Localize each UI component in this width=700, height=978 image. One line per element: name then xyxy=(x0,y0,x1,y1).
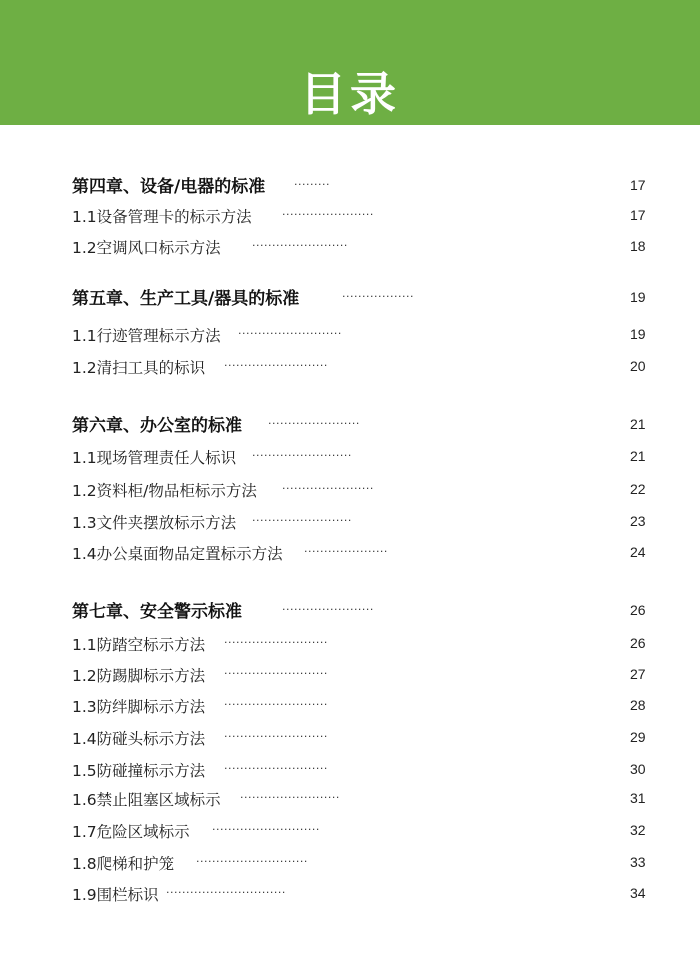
toc-dot-leader: ·························· xyxy=(224,730,328,743)
toc-page-number: 17 xyxy=(630,207,646,223)
toc-dot-leader: ··························· xyxy=(212,823,320,836)
toc-dot-leader: ······················· xyxy=(282,208,374,221)
toc-page-number: 19 xyxy=(630,326,646,342)
toc-item-7-1[interactable] xyxy=(72,631,652,659)
toc-entry-title: 1.2资料柜/物品柜标示方法 xyxy=(72,482,257,500)
toc-item-4-2[interactable] xyxy=(72,234,652,262)
toc-item-7-9[interactable] xyxy=(72,881,652,909)
toc-entry-title: 1.2清扫工具的标识 xyxy=(72,359,206,377)
toc-entry-title: 1.9围栏标识 xyxy=(72,886,159,904)
toc-dot-leader: ························· xyxy=(252,514,352,527)
toc-page-number: 28 xyxy=(630,697,646,713)
toc-item-7-4[interactable] xyxy=(72,725,652,753)
toc-page-number: 33 xyxy=(630,854,646,870)
toc-item-6-4[interactable] xyxy=(72,540,652,568)
toc-page-number: 34 xyxy=(630,885,646,901)
toc-dot-leader: ········· xyxy=(294,178,330,191)
toc-page-number: 17 xyxy=(630,177,646,193)
toc-page-number: 22 xyxy=(630,481,646,497)
toc-page-number: 23 xyxy=(630,513,646,529)
page-title: 目录 xyxy=(300,66,400,121)
toc-chapter-7[interactable] xyxy=(72,598,652,626)
toc-page-number: 21 xyxy=(630,416,646,432)
toc-entry-title: 1.5防碰撞标示方法 xyxy=(72,762,206,780)
toc-item-7-7[interactable] xyxy=(72,818,652,846)
toc-dot-leader: ·························· xyxy=(224,636,328,649)
toc-entry-title: 1.2空调风口标示方法 xyxy=(72,239,221,257)
toc-item-5-1[interactable] xyxy=(72,322,652,350)
toc-entry-title: 1.1设备管理卡的标示方法 xyxy=(72,208,252,226)
toc-chapter-6[interactable] xyxy=(72,412,652,440)
toc-page-number: 31 xyxy=(630,790,646,806)
toc-dot-leader: ························· xyxy=(240,791,340,804)
toc-page-number: 19 xyxy=(630,289,646,305)
toc-entry-title: 1.8爬梯和护笼 xyxy=(72,855,175,873)
toc-item-6-1[interactable] xyxy=(72,444,652,472)
toc-item-6-3[interactable] xyxy=(72,509,652,537)
toc-page-number: 27 xyxy=(630,666,646,682)
toc-dot-leader: ·························· xyxy=(224,762,328,775)
toc-entry-title: 第六章、办公室的标准 xyxy=(72,416,242,436)
toc-page-number: 21 xyxy=(630,448,646,464)
toc-page-number: 24 xyxy=(630,544,646,560)
toc-item-7-5[interactable] xyxy=(72,757,652,785)
toc-dot-leader: ························ xyxy=(252,239,348,252)
toc-item-4-1[interactable] xyxy=(72,203,652,231)
toc-entry-title: 1.4防碰头标示方法 xyxy=(72,730,206,748)
toc-item-5-2[interactable] xyxy=(72,354,652,382)
toc-entry-title: 1.3防绊脚标示方法 xyxy=(72,698,206,716)
toc-page-number: 26 xyxy=(630,602,646,618)
toc-chapter-5[interactable] xyxy=(72,285,652,313)
toc-entry-title: 1.3文件夹摆放标示方法 xyxy=(72,514,237,532)
toc-dot-leader: ······················· xyxy=(282,482,374,495)
toc-item-7-3[interactable] xyxy=(72,693,652,721)
toc-item-7-2[interactable] xyxy=(72,662,652,690)
toc-dot-leader: ·························· xyxy=(224,698,328,711)
toc-item-7-6[interactable] xyxy=(72,786,652,814)
toc-dot-leader: ····················· xyxy=(304,545,388,558)
toc-entry-title: 1.7危险区域标示 xyxy=(72,823,190,841)
toc-entry-title: 第五章、生产工具/器具的标准 xyxy=(72,289,300,309)
toc-entry-title: 1.4办公桌面物品定置标示方法 xyxy=(72,545,283,563)
toc-page-number: 18 xyxy=(630,238,646,254)
toc-entry-title: 1.1行迹管理标示方法 xyxy=(72,327,221,345)
toc-item-7-8[interactable] xyxy=(72,850,652,878)
toc-dot-leader: ·························· xyxy=(224,667,328,680)
toc-page-number: 26 xyxy=(630,635,646,651)
toc-entry-title: 1.6禁止阻塞区域标示 xyxy=(72,791,221,809)
toc-page-number: 29 xyxy=(630,729,646,745)
toc-dot-leader: ···························· xyxy=(196,855,308,868)
toc-entry-title: 1.2防踢脚标示方法 xyxy=(72,667,206,685)
toc-entry-title: 1.1防踏空标示方法 xyxy=(72,636,206,654)
toc-dot-leader: ·················· xyxy=(342,290,414,303)
toc-dot-leader: ······························ xyxy=(166,886,286,899)
toc-dot-leader: ·························· xyxy=(238,327,342,340)
toc-dot-leader: ·························· xyxy=(224,359,328,372)
toc-page-number: 20 xyxy=(630,358,646,374)
toc-page-number: 30 xyxy=(630,761,646,777)
toc-dot-leader: ························· xyxy=(252,449,352,462)
toc-entry-title: 1.1现场管理责任人标识 xyxy=(72,449,237,467)
toc-entry-title: 第四章、设备/电器的标准 xyxy=(72,177,266,197)
toc-dot-leader: ······················· xyxy=(268,417,360,430)
toc-chapter-4[interactable] xyxy=(72,173,652,201)
toc-dot-leader: ······················· xyxy=(282,603,374,616)
toc-item-6-2[interactable] xyxy=(72,477,652,505)
toc-entry-title: 第七章、安全警示标准 xyxy=(72,602,242,622)
toc-page-number: 32 xyxy=(630,822,646,838)
